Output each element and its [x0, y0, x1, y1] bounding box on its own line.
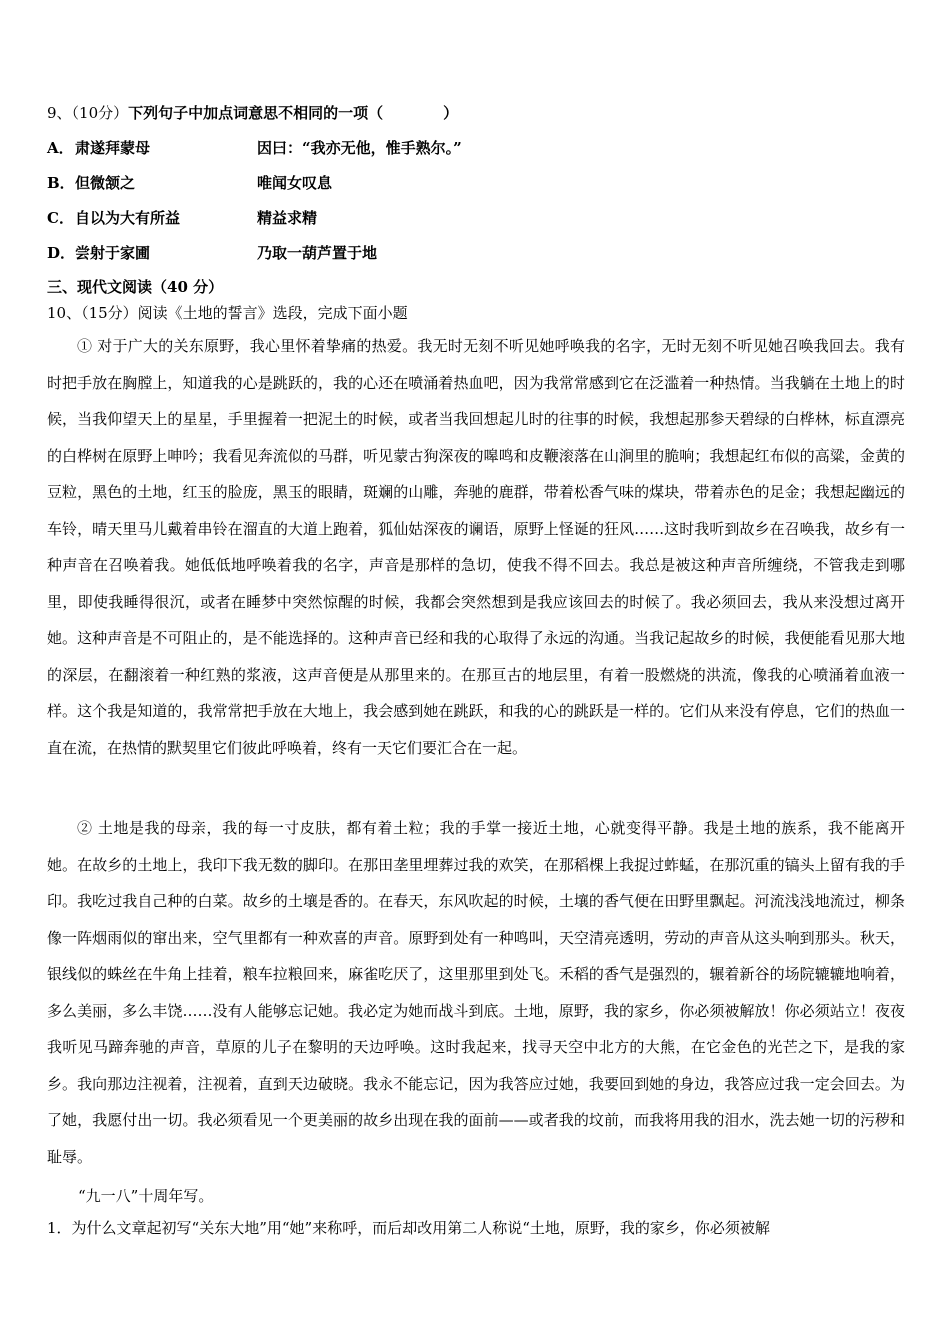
option-b	[47, 172, 332, 193]
option-b-left: 但微颔之	[75, 174, 136, 192]
option-b-right: 唯闻女叹息	[257, 174, 333, 192]
passage-date-note: “九一八”十周年写。	[78, 1187, 214, 1205]
passage-paragraph-1: ① 对于广大的关东原野，我心里怀着挚痛的热爱。我无时无刻不听见她呼唤我的名字，无时无刻不听见她召唤我回去。我有时把手放在胸膛上，知道我的心是跳跃的，我的心还在喷涌着热血吧，因为我常常感到它在泛滥着一种热情。当我躺在土地上的时候，当我仰望天上的星星，手里握着一把泥土的时候，或者当我回想起儿时的往事的时候，我想起那参天碧绿的白桦林，标直漂亮的白桦树在原野上呻吟；我看见奔流似的马群，听见蒙古狗深夜的嗥鸣和皮鞭滚落在山涧里的脆响；我想起红布似的高粱，金黄的豆粒，黑色的土地，红玉的脸庞，黑玉的眼睛，斑斓的山雕，奔驰的鹿群，带着松香气味的煤块，带着赤色的足金；我想起幽远的车铃，晴天里马儿戴着串铃在溜直的大道上跑着，狐仙姑深夜的谰语，原野上怪诞的狂风……这时我听到故乡在召唤我，故乡有一种声音在召唤着我。她低低地呼唤着我的名字，声音是那样的急切，使我不得不回去。我总是被这种声音所缠绕，不管我走到哪里，即使我睡得很沉，或者在睡梦中突然惊醒的时候，我都会突然想到是我应该回去的时候了。我必须回去，我从来没想过离开她。这种声音是不可阻止的，是不能选择的。这种声音已经和我的心取得了永远的沟通。当我记起故乡的时候，我便能看见那大地的深层，在翻滚着一种红熟的浆液，这声音便是从那里来的。在那亘古的地层里，有着一股燃烧的洪流，像我的心喷涌着血液一样。这个我是知道的，我常常把手放在大地上，我会感到她在跳跃，和我的心的跳跃是一样的。它们从来没有停息，它们的热血一直在流，在热情的默契里它们彼此呼唤着，终有一天它们要汇合在一起。	[47, 337, 905, 757]
option-b-letter: B．	[47, 174, 75, 192]
option-d-left: 尝射于家圃	[75, 244, 151, 262]
option-a-left: 肃遂拜蒙母	[75, 139, 151, 157]
option-c-right: 精益求精	[257, 209, 318, 227]
option-c-left: 自以为大有所益	[75, 209, 181, 227]
option-d-right: 乃取一葫芦置于地	[257, 244, 378, 262]
section-3-title: 三、现代文阅读（40 分）	[47, 278, 224, 296]
option-c-letter: C．	[47, 209, 74, 227]
passage-paragraph-2: ② 土地是我的母亲，我的每一寸皮肤，都有着土粒；我的手掌一接近土地，心就变得平静。我是土地的族系，我不能离开她。在故乡的土地上，我印下我无数的脚印。在那田垄里埋葬过我的欢笑，在那稻棵上我捉过蚱蜢，在那沉重的镐头上留有我的手印。我吃过我自己种的白菜。故乡的土壤是香的。在春天，东风吹起的时候，土壤的香气便在田野里飘起。河流浅浅地流过，柳条像一阵烟雨似的窜出来，空气里都有一种欢喜的声音。原野到处有一种鸣叫，天空清亮透明，劳动的声音从这头响到那头。秋天，银线似的蛛丝在牛角上挂着，粮车拉粮回来，麻雀吃厌了，这里那里到处飞。禾稻的香气是强烈的，辗着新谷的场院辘辘地响着，多么美丽，多么丰饶……没有人能够忘记她。我必定为她而战斗到底。土地，原野，我的家乡，你必须被解放！你必须站立！夜夜我听见马蹄奔驰的声音，草原的儿子在黎明的天边呼唤。这时我起来，找寻天空中北方的大熊，在它金色的光芒之下，是我的家乡。我向那边注视着，注视着，直到天边破晓。我永不能忘记，因为我答应过她，我要回到她的身边，我答应过我一定会回去。为了她，我愿付出一切。我必须看见一个更美丽的故乡出现在我的面前——或者我的坟前，而我将用我的泪水，洗去她一切的污秽和耻辱。	[47, 819, 905, 1166]
question-9-number: 9、（10分）	[47, 104, 129, 122]
option-a-right: 因曰：“我亦无他，惟手熟尔。”	[257, 139, 462, 157]
sub-question-1: 1．为什么文章起初写“关东大地”用“她”来称呼，而后却改用第二人称说“土地，原野，我的家乡，你必须被解	[47, 1219, 770, 1237]
question-9-text: 下列句子中加点词意思不相同的一项（ ）	[128, 104, 459, 122]
option-c	[47, 207, 317, 228]
option-a	[47, 137, 462, 158]
question-10-title: 10、（15分）阅读《土地的誓言》选段，完成下面小题	[47, 304, 408, 322]
question-9-title	[47, 102, 458, 123]
option-d	[47, 242, 377, 263]
option-d-letter: D．	[47, 244, 76, 262]
option-a-letter: A．	[47, 139, 74, 157]
